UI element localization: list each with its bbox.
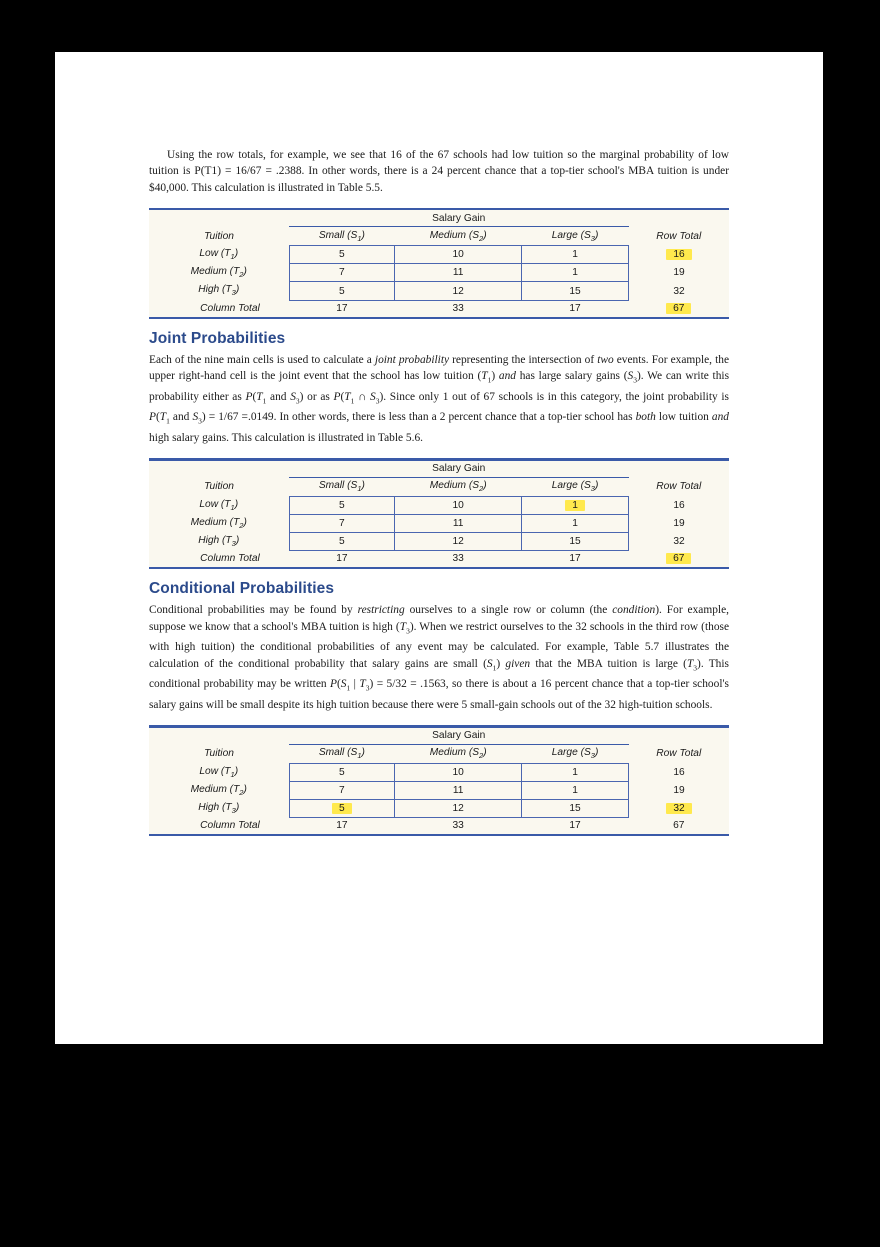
col-header-large: Large $(S_3)$ (551, 229, 599, 243)
spacer-cell (629, 728, 730, 745)
cell-grand-total (629, 550, 730, 567)
cell-low-total (629, 246, 730, 264)
col-header-row-total: Row Total (656, 748, 702, 760)
spacer-cell (149, 728, 289, 745)
cell-high-small (289, 799, 395, 817)
cell-high-medium: 12 (395, 282, 522, 300)
col-header-small: Small $(S_1)$ (318, 480, 365, 494)
cell-low-small: 5 (289, 246, 395, 264)
table-5-6-grid (149, 461, 729, 567)
group-header-salary-gain: Salary Gain (289, 728, 629, 745)
table-5-6 (149, 458, 729, 569)
row-label-low: Low $(T_1)$ (199, 498, 239, 512)
heading-conditional-probabilities: Conditional Probabilities (149, 580, 335, 598)
row-label-column-total: Column Total (200, 819, 260, 831)
cell-medium-small: 7 (289, 781, 395, 799)
row-label-high: High $(T_3)$ (198, 801, 240, 815)
cell-grand-total: 67 (673, 819, 685, 831)
col-header-medium: Medium $(S_2)$ (429, 480, 487, 494)
row-label-medium: Medium $(T_2)$ (190, 516, 247, 530)
cell-medium-large: 1 (522, 264, 629, 282)
row-label-high: High $(T_3)$ (198, 534, 240, 548)
cell-low-large (522, 496, 629, 514)
spacer-cell (629, 210, 730, 227)
col-header-large: Large $(S_3)$ (551, 747, 599, 761)
table-row-medium (149, 514, 729, 532)
table-group-header-row (149, 461, 729, 478)
table-row-low (149, 496, 729, 514)
cell-medium-total: 19 (673, 784, 685, 796)
document-page (55, 52, 823, 1044)
row-label-medium: Medium $(T_2)$ (190, 266, 247, 280)
cell-low-total: 16 (673, 766, 685, 778)
cell-low-small: 5 (289, 496, 395, 514)
table-5-7-grid (149, 728, 729, 834)
highlight-low-large: 1 (565, 500, 585, 511)
cell-medium-small: 7 (289, 264, 395, 282)
cell-high-large: 15 (522, 532, 629, 550)
cell-high-total: 32 (673, 535, 685, 547)
paragraph-marginal-probability (149, 147, 729, 196)
cell-medium-total: 19 (673, 517, 685, 529)
table-row-medium (149, 781, 729, 799)
row-label-medium: Medium $(T_2)$ (190, 783, 247, 797)
cell-coltotal-small: 17 (336, 553, 348, 565)
cell-high-large: 15 (522, 282, 629, 300)
cell-coltotal-medium: 33 (452, 820, 464, 832)
highlight-low-total: 16 (666, 249, 691, 260)
table-row-medium (149, 264, 729, 282)
col-header-medium: Medium $(S_2)$ (429, 747, 487, 761)
cell-low-medium: 10 (395, 246, 522, 264)
col-header-small: Small $(S_1)$ (318, 747, 365, 761)
cell-medium-large: 1 (522, 781, 629, 799)
col-header-row-total: Row Total (656, 230, 702, 242)
cell-medium-medium: 11 (395, 781, 522, 799)
cell-medium-medium: 11 (395, 264, 522, 282)
cell-grand-total (629, 300, 730, 317)
table-5-5 (149, 208, 729, 319)
table-bottom-rule (149, 567, 729, 570)
table-column-header-row (149, 744, 729, 763)
row-label-high: High $(T_3)$ (198, 284, 240, 298)
cell-coltotal-medium: 33 (452, 303, 464, 315)
cell-coltotal-large: 17 (569, 820, 581, 832)
cell-high-medium: 12 (395, 799, 522, 817)
spacer-cell (629, 461, 730, 478)
cell-medium-small: 7 (289, 514, 395, 532)
col-header-medium: Medium $(S_2)$ (429, 229, 487, 243)
cell-low-total: 16 (673, 499, 685, 511)
cell-low-large: 1 (522, 246, 629, 264)
col-header-tuition: Tuition (204, 748, 234, 760)
table-5-7 (149, 725, 729, 836)
col-header-small: Small $(S_1)$ (318, 229, 365, 243)
cell-medium-total: 19 (673, 267, 685, 279)
cell-coltotal-large: 17 (569, 553, 581, 565)
cell-high-large: 15 (522, 799, 629, 817)
table-bottom-rule (149, 317, 729, 320)
cell-high-small: 5 (289, 532, 395, 550)
table-row-column-total (149, 550, 729, 567)
col-header-tuition: Tuition (204, 230, 234, 242)
table-row-column-total (149, 300, 729, 317)
highlight-high-total: 32 (666, 803, 691, 814)
col-header-large: Large $(S_3)$ (551, 480, 599, 494)
table-row-high (149, 282, 729, 300)
row-label-low: Low $(T_1)$ (199, 765, 239, 779)
table-column-header-row (149, 227, 729, 246)
table-group-header-row (149, 728, 729, 745)
table-group-header-row (149, 210, 729, 227)
paragraph-joint-probabilities: Each of the nine main cells is used to calculate a joint probability representing the intersection of two events. For example, the upper right-hand cell is the joint event that the school has low tuition $(T_1)$ and has large salary gains $(S_3)$. We can write this probability either as $P(T_1$ and $S_3$) or as $P(T_1$ ∩ $S_3$). Since only 1 out of 67 schools is in this category, the joint probability is $P(T_1$ and $S_3) = 1/67 =.0149$. In other words, there is less than a 2 percent chance that a top-tier school has both low tuition and high salary gains. This calculation is illustrated in Table 5.6. (149, 354, 729, 445)
highlight-high-small: 5 (332, 803, 352, 814)
table-row-low (149, 246, 729, 264)
group-header-salary-gain: Salary Gain (289, 210, 629, 227)
cell-coltotal-small: 17 (336, 820, 348, 832)
cell-low-medium: 10 (395, 763, 522, 781)
group-header-salary-gain: Salary Gain (289, 461, 629, 478)
row-label-column-total: Column Total (200, 302, 260, 314)
row-label-low: Low $(T_1)$ (199, 248, 239, 262)
cell-high-small: 5 (289, 282, 395, 300)
cell-high-total (629, 799, 730, 817)
cell-medium-medium: 11 (395, 514, 522, 532)
cell-high-total: 32 (673, 285, 685, 297)
table-5-5-grid (149, 210, 729, 316)
cell-low-large: 1 (522, 763, 629, 781)
col-header-tuition: Tuition (204, 481, 234, 493)
paragraph-conditional-probabilities: Conditional probabilities may be found by restricting ourselves to a single row or column (the condition). For example, suppose we know that a school's MBA tuition is high $(T_3)$. When we restrict ourselves to the 32 schools in the third row (those with high tuition) the conditional probabilities of any event may be calculated. For example, Table 5.7 illustrates the calculation of the conditional probability that salary gains are small $(S_1)$ given that the MBA tuition is large $(T_3)$. This conditional probability may be written $P(S_1$ | $T_3) = 5/32 = .1563$, so there is about a 16 percent chance that a top-tier school's salary gains will be small despite its high tuition because there were 5 small-gain schools out of the 32 high-tuition schools. (149, 604, 729, 711)
cell-medium-large: 1 (522, 514, 629, 532)
cell-coltotal-small: 17 (336, 303, 348, 315)
cell-high-medium: 12 (395, 532, 522, 550)
paragraph-text: Using the row totals, for example, we see that 16 of the 67 schools had low tuition so the marginal probability of low tuition is P(T1) = 16/67 = .2388. In other words, there is a 24 percent chance that a top-tier school's MBA tuition is under $40,000. This calculation is illustrated in Table 5.5. (149, 149, 729, 194)
spacer-cell (149, 210, 289, 227)
table-row-column-total (149, 817, 729, 834)
highlight-grand-total: 67 (666, 303, 691, 314)
table-row-high (149, 799, 729, 817)
table-row-high (149, 532, 729, 550)
page-content (149, 147, 729, 840)
cell-coltotal-medium: 33 (452, 553, 464, 565)
cell-low-small: 5 (289, 763, 395, 781)
row-label-column-total: Column Total (200, 553, 260, 565)
highlight-grand-total: 67 (666, 553, 691, 564)
cell-coltotal-large: 17 (569, 303, 581, 315)
table-row-low (149, 763, 729, 781)
cell-low-medium: 10 (395, 496, 522, 514)
heading-joint-probabilities: Joint Probabilities (149, 330, 286, 348)
spacer-cell (149, 461, 289, 478)
table-column-header-row (149, 477, 729, 496)
col-header-row-total: Row Total (656, 481, 702, 493)
table-bottom-rule (149, 834, 729, 837)
